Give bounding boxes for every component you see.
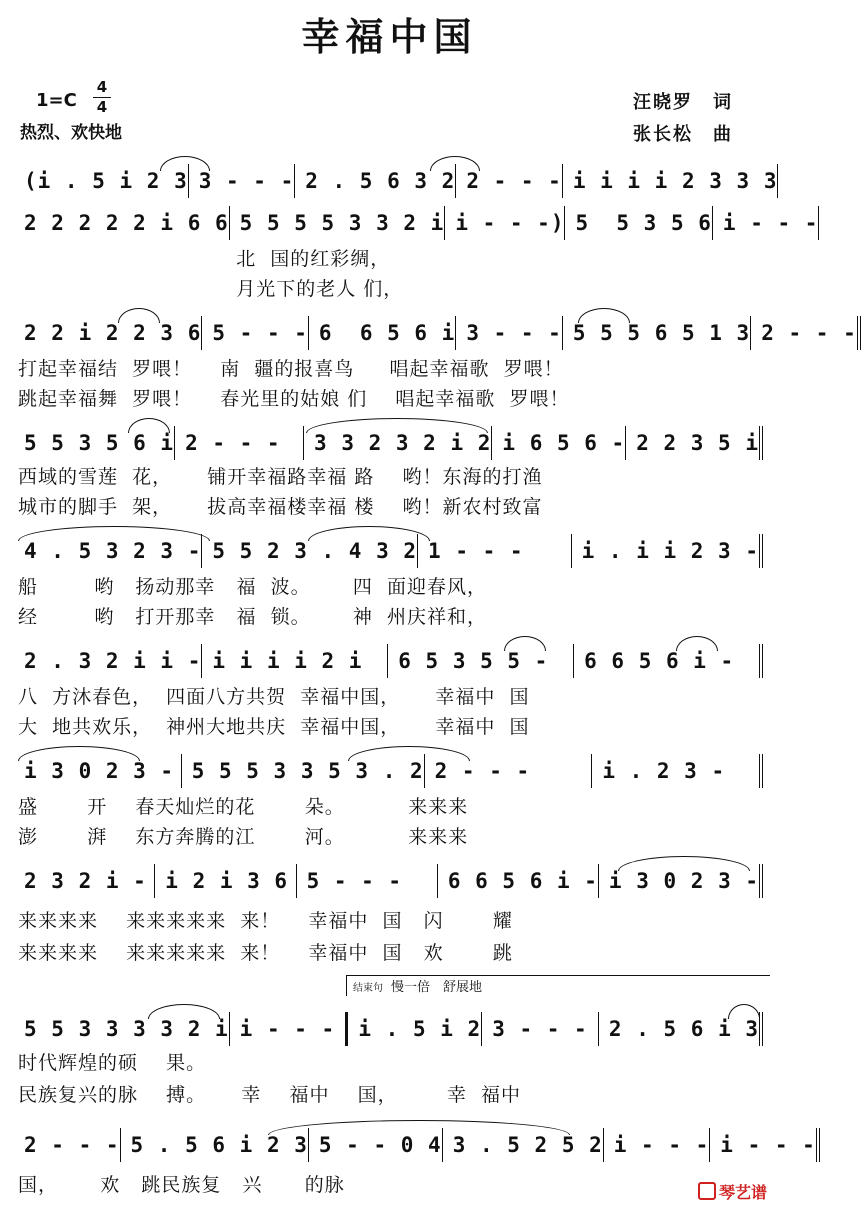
time-signature: [93, 80, 111, 115]
measure: 2 2 2 2 2 i 6 6: [18, 206, 230, 240]
measure: i . 5 i 2: [348, 1012, 482, 1046]
measure: 3 - - -: [456, 316, 563, 350]
measure: 2 - - -: [456, 164, 563, 198]
measure: 2 . 3 2 i i -: [18, 644, 202, 678]
tie-slur: [308, 526, 430, 541]
tie-slur: [128, 418, 170, 433]
composer-credit: 张长松 曲: [633, 124, 733, 145]
lyric-line: 船 哟 扬动那幸 福 波。 四 面迎春风，: [18, 576, 487, 598]
lyric-line: 来来来来 来来来来来 来！ 幸福中 国 闪 耀: [18, 910, 513, 932]
logo-text: 琴艺谱: [718, 1183, 767, 1202]
measure: i 3 0 2 3 -: [18, 754, 182, 788]
measure: 5 5 5 5 3 3 2 i: [230, 206, 446, 240]
measure: 2 3 2 i -: [18, 864, 155, 898]
measure: i . i i 2 3 -: [572, 534, 763, 568]
measure: 4 . 5 3 2 3 -: [18, 534, 202, 568]
ending-text: 慢一倍 舒展地: [391, 980, 483, 995]
measure: 5 5 3 3 3 3 2 i: [18, 1012, 230, 1046]
measure: 2 - - -: [175, 426, 304, 460]
measure: 2 . 5 6 i 3: [599, 1012, 763, 1046]
measure: 2 . 5 6 3 2: [295, 164, 456, 198]
measure: 2 2 i 2 2 3 6: [18, 316, 202, 350]
lyric-line: 澎 湃 东方奔腾的江 河。 来来来: [18, 826, 469, 848]
lyric-line: 月光下的老人 们，: [18, 278, 404, 300]
measure: 5 - - -: [297, 864, 438, 898]
measure: i i i i 2 3 3 3: [563, 164, 779, 198]
tie-slur: [728, 1004, 760, 1019]
tie-slur: [160, 156, 210, 171]
staff-row-10: [18, 1122, 816, 1166]
measure: 1 - - -: [418, 534, 572, 568]
tie-slur: [504, 636, 546, 651]
staff-row-7: [18, 748, 763, 792]
measure: 2 2 3 5 i: [626, 426, 763, 460]
measure: 5 . 5 6 i 2 3: [121, 1128, 309, 1162]
tie-slur: [306, 418, 488, 433]
measure: 5 - - 0 4: [309, 1128, 443, 1162]
measure: 6 6 5 6 i -: [438, 864, 599, 898]
measure: 3 3 2 3 2 i 2: [304, 426, 492, 460]
staff-row-4: [18, 420, 763, 464]
song-title: 幸福中国: [301, 15, 478, 59]
tie-slur: [578, 308, 630, 323]
measure: i - - -): [445, 206, 565, 240]
measure: 5 5 3 5 6: [565, 206, 712, 240]
lyric-line: 民族复兴的脉 搏。 幸 福中 国， 幸 福中: [18, 1084, 522, 1106]
measure: 6 5 3 5 5 -: [388, 644, 574, 678]
staff-row-5: [18, 528, 763, 572]
measure: i 6 5 6 -: [492, 426, 626, 460]
tie-slur: [148, 1004, 220, 1019]
staff-row-6: [18, 638, 763, 682]
lyric-line: 国， 欢 跳民族复 兴 的脉: [18, 1174, 345, 1196]
lyricist-credit: 汪晓罗 词: [633, 92, 733, 113]
measure: 5 5 5 3 3 5 3 . 2: [182, 754, 425, 788]
lyric-line: 来来来来 来来来来来 来！ 幸福中 国 欢 跳: [18, 942, 513, 964]
tie-slur: [618, 856, 750, 871]
measure: 3 . 5 2 5 2: [443, 1128, 604, 1162]
tempo-marking: 热烈、欢快地: [20, 123, 122, 143]
staff-row-3: [18, 310, 857, 354]
tie-slur: [268, 1120, 570, 1135]
time-bottom: 4: [96, 98, 108, 116]
measure: 3 - - -: [482, 1012, 599, 1046]
measure: 5 5 5 6 5 1 3: [563, 316, 751, 350]
measure: 6 6 5 6 i: [309, 316, 456, 350]
measure: 5 - - -: [202, 316, 309, 350]
staff-row-8: [18, 858, 763, 902]
time-top: 4: [96, 78, 108, 96]
watermark-logo: [698, 1180, 767, 1203]
lyric-line: 跳起幸福舞 罗喂！ 春光里的姑娘 们 唱起幸福歌 罗喂！: [18, 388, 570, 410]
measure: i - - -: [230, 1012, 349, 1046]
lyric-line: 八 方沐春色， 四面八方共贺 幸福中国， 幸福中 国: [18, 686, 530, 708]
tie-slur: [430, 156, 480, 171]
measure: 2 - - -: [751, 316, 861, 350]
ending-label: 结束句: [353, 983, 383, 994]
measure: 2 - - -: [425, 754, 593, 788]
tie-slur: [676, 636, 718, 651]
measure: i i i i 2 i: [202, 644, 388, 678]
measure: i 2 i 3 6: [155, 864, 296, 898]
ending-marker: [346, 975, 770, 996]
measure: 5 5 3 5 6 i: [18, 426, 175, 460]
tie-slur: [348, 746, 470, 761]
lyric-line: 盛 开 春天灿烂的花 朵。 来来来: [18, 796, 469, 818]
staff-row-9: [18, 1006, 763, 1050]
measure: 2 - - -: [18, 1128, 121, 1162]
measure: i . 2 3 -: [592, 754, 763, 788]
measure: 3 - - -: [189, 164, 296, 198]
measure: 5 5 2 3 . 4 3 2: [202, 534, 418, 568]
staff-row-1: [18, 158, 778, 202]
tie-slur: [118, 308, 160, 323]
measure: i - - -: [604, 1128, 711, 1162]
lyric-line: 北 国的红彩绸，: [18, 248, 391, 270]
key-signature: 1=C: [36, 90, 77, 111]
measure: 6 6 5 6 i -: [574, 644, 763, 678]
tie-slur: [18, 526, 210, 541]
lyric-line: 西域的雪莲 花， 铺开幸福路幸福 路 哟！东海的打渔: [18, 466, 543, 488]
lyric-line: 时代辉煌的硕 果。: [18, 1052, 207, 1074]
lyric-line: 大 地共欢乐， 神州大地共庆 幸福中国， 幸福中 国: [18, 716, 530, 738]
tie-slur: [18, 746, 140, 761]
measure: i - - -: [713, 206, 820, 240]
lyric-line: 经 哟 打开那幸 福 锁。 神 州庆祥和，: [18, 606, 487, 628]
measure: (i . 5 i 2 3: [18, 164, 189, 198]
measure: i - - -: [710, 1128, 820, 1162]
lyric-line: 城市的脚手 架， 拔高幸福楼幸福 楼 哟！新农村致富: [18, 496, 543, 518]
staff-row-2: [18, 200, 819, 244]
lyric-line: 打起幸福结 罗喂！ 南 疆的报喜鸟 唱起幸福歌 罗喂！: [18, 358, 564, 380]
measure: i 3 0 2 3 -: [599, 864, 763, 898]
logo-icon: [698, 1182, 716, 1200]
